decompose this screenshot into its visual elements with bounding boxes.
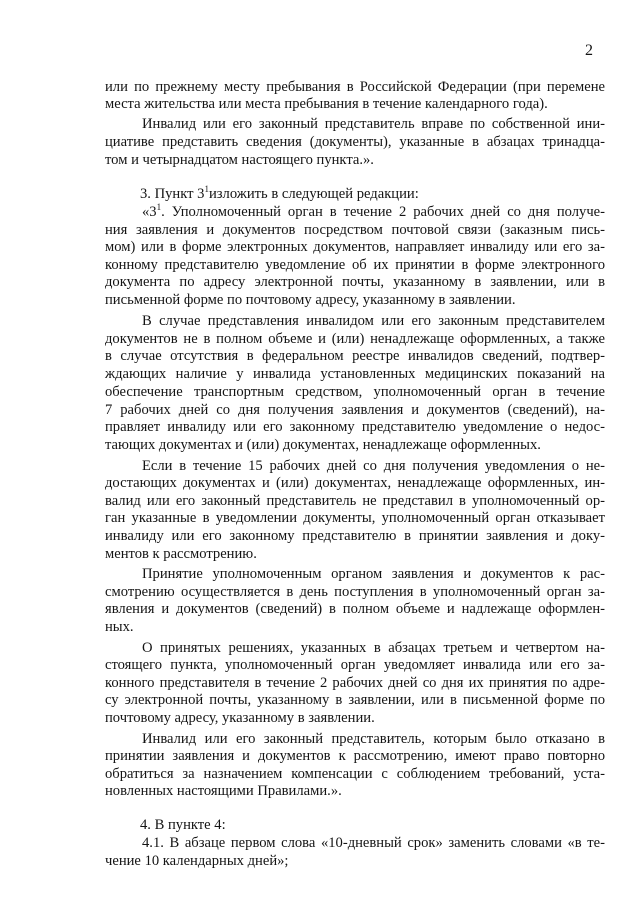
text-line: Инвалид или его законный представитель, которым было отказано в [142,731,605,747]
page-number: 2 [585,42,593,59]
text-line: конному представителю уведомление об их принятии в форме электронного [105,257,605,273]
text-line: су электронной почты, указанному в заявлении, или в письменной форме по [105,692,605,708]
text-line: принятии заявления и документов к рассмотрению, имеют право повторно [105,748,605,764]
superscript: 1 [156,202,162,212]
text-line: ждающих наличие у инвалида установленных медицинских показаний на [105,366,605,382]
item-3-heading [140,186,639,203]
text-line: валид или его законный представитель не представил в уполномоченный ор- [105,493,605,509]
text-line: циативе представить сведения (документы), указанные в абзацах тринадца- [105,134,605,150]
text-line: обратиться за назначением компенсации с соблюдением требований, уста- [105,766,605,782]
text-line: инвалиду или его законному представителю в принятии заявления и доку- [105,528,605,544]
text-line: О принятых решениях, указанных в абзацах третьем и четвертом на- [142,640,605,656]
heading-text: изложить в следующей редакции: [208,186,419,202]
text-line: стоящего пункта, уполномоченный орган уведомляет инвалида или его за- [105,657,605,673]
text-line: том и четырнадцатом настоящего пункта.». [105,152,374,168]
heading-text: 3. Пункт 3 [140,186,205,202]
quote-start: «3 [142,204,157,220]
text-line: В случае представления инвалидом или его законным представителем [142,313,605,329]
text-line: правляет инвалиду или его законному представителю уведомление о недос- [105,419,605,435]
text-line: ган указанные в уведомлении документы, уполномоченный орган отказывает [105,510,605,526]
superscript: 1 [204,184,209,194]
text-line: 7 рабочих дней со дня получения заявления и документов (сведений), на- [105,402,605,418]
text-line: Инвалид или его законный представитель вправе по собственной ини- [142,116,605,132]
text-line: новленных настоящими Правилами.». [105,783,342,799]
text-line [142,204,605,221]
text-line: ния заявления и документов посредством почтовой связи (заказным пись- [105,222,605,238]
text-line: почтовому адресу, указанному в заявлении. [105,710,375,726]
text-line: обеспечение транспортным средством, уполномоченный орган в течение [105,384,605,400]
text-line: смотрению осуществляется в день поступления в уполномоченный орган за- [105,584,605,600]
text-line: чение 10 календарных дней»; [105,853,289,869]
item-4-heading: 4. В пункте 4: [140,817,226,833]
text-line: документов не в полном объеме и (или) ненадлежаще оформленных, а также [105,331,605,347]
text-line: явления и документов (сведений) в полном объеме и надлежаще оформлен- [105,601,605,617]
text-line: достающих документах и (или) документах, ненадлежаще оформленных, ин- [105,475,605,491]
text-line: тающих документах и (или) документах, ненадлежаще оформленных. [105,437,541,453]
text-line: в случае отсутствия в федеральном реестре инвалидов сведений, подтвер- [105,348,605,364]
text-span: . Уполномоченный орган в течение 2 рабочих дней со дня получе- [161,204,605,220]
text-line: конного представителя в течение 2 рабочих дней со дня их принятия по адре- [105,675,605,691]
text-line: ных. [105,619,134,635]
text-line: или по прежнему месту пребывания в Российской Федерации (при перемене [105,79,605,95]
text-line: письменной форме по почтовому адресу, указанному в заявлении. [105,292,516,308]
text-line: Если в течение 15 рабочих дней со дня получения уведомления о не- [142,458,605,474]
text-line: 4.1. В абзаце первом слова «10-дневный срок» заменить словами «в те- [142,835,605,851]
text-line: документа по адресу электронной почты, указанному в заявлении, или в [105,274,605,290]
text-line: Принятие уполномоченным органом заявления и документов к рас- [142,566,605,582]
text-line: ментов к рассмотрению. [105,546,257,562]
text-line: места жительства или места пребывания в течение календарного года). [105,96,548,112]
text-line: мом) или в форме электронных документов, направляет инвалиду или его за- [105,239,605,255]
